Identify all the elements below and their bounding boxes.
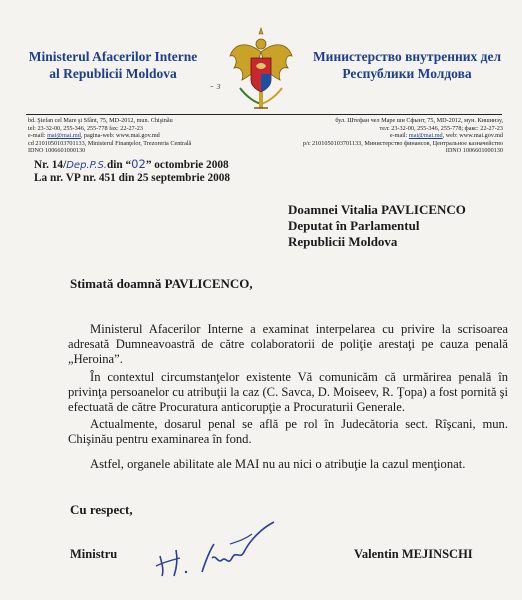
contact-left [28,117,228,155]
reference-line1 [34,158,230,172]
ref-date-rest: ” octombrie 2008 [145,159,229,171]
margin-scribble: - з [210,80,221,92]
contact-right-bank: р/с 2101050103701133, Министерство финансов, Центральное казначейство [302,139,503,147]
header-divider [26,114,502,115]
addressee-line3: Republicii Moldova [288,234,398,249]
paragraph-text: În contextul circumstanţelor existente Vă comunicăm că urmărirea penală în privinţa persoanelor cu atribuţii la caz (C. Savca, D. Moiseev, R. Ţopa) a fost pornită şi efectuată de către Procuratura anticorupţie a Procuraturii Generale. [68,370,508,415]
paragraph-text: Ministerul Afacerilor Interne a examinat interpelarea cu privire la scrisoarea adresată Dumneavoastră de către colaboratorii de poliţie arestaţi pe cauza penală „Heroina”. [68,322,508,367]
contact-left-bank: cd 2101050103701133, Ministerul Finanţelor, Trezoreria Centrală [28,139,192,147]
email-link[interactable]: mai@mai.md [47,132,81,140]
email-prefix: e-mail: [28,132,48,140]
email-link[interactable]: mai@mai.md [408,132,443,140]
contact-right-email-line [298,132,503,140]
contact-right-idno: IDNO 1006601000130 [445,147,503,155]
header-ru-line1: Министерство внутренних дел [312,49,502,64]
header-ro-line2: al Republicii Moldova [49,66,177,81]
email-suffix: , pagina-web: www.mai.gov.md [80,132,160,140]
header-ro-line1: Ministerul Afacerilor Interne [28,49,198,64]
greeting: Stimată doamnă PAVLICENCO, [70,276,253,291]
signature-icon [152,514,282,584]
contact-right-address: бул. Штефан чел Маре шн Сфынт, 75, MD-2012, мун. Кишинэу, [335,117,503,124]
coat-of-arms-icon [226,22,296,114]
addressee-block [288,202,466,250]
addressee-line1: Doamnei Vitalia PAVLICENCO [288,202,466,217]
signatory-role: Ministru [70,547,118,561]
email-suffix: , web: www.mai.gov.md [442,132,503,140]
header-ru-line2: Республики Молдова [342,66,472,81]
header-ru [300,48,514,82]
signatory-name: Valentin MEJINSCHI [354,547,473,561]
header-ro [8,48,218,82]
ref-din-label: din “ [106,159,132,171]
paragraph-2 [68,370,508,416]
contact-right-phone: тел: 23-32-00, 255-346, 255-778; факс: 22-27-23 [379,124,503,132]
contact-right [298,117,503,155]
contact-left-email-line [28,132,228,140]
closing: Cu respect, [70,502,133,517]
contact-left-phone: tel: 23-32-00, 255-346, 255-778 fax: 22-27-23 [28,124,143,132]
email-prefix: e-mail: [389,132,409,140]
addressee-line2: Deputat în Parlamentul [288,218,420,233]
paragraph-text: Astfel, organele abilitate ale MAI nu au nici o atribuţie la cazul menţionat. [90,457,466,471]
ref-nr-handwritten: Dep.P.S. [66,160,107,171]
reference-block [34,158,230,185]
reference-line2: La nr. VP nr. 451 din 25 septembrie 2008 [34,172,231,184]
paragraph-4 [68,457,508,472]
paragraph-text: Actualmente, dosarul penal se află pe rol în Judecătoria sect. Rîşcani, mun. Chişinău pentru examinarea în fond. [68,417,508,447]
contact-left-address: bd. Ştefan cel Mare şi Sfânt, 75, MD-2012, mun. Chişinău [28,117,173,124]
paragraph-3 [68,417,508,447]
contact-left-idno: IDNO 1006601000130 [28,147,86,155]
paragraph-1 [68,322,508,368]
ref-nr-label: Nr. 14/ [34,159,67,171]
ref-day-handwritten: 02 [131,157,146,171]
